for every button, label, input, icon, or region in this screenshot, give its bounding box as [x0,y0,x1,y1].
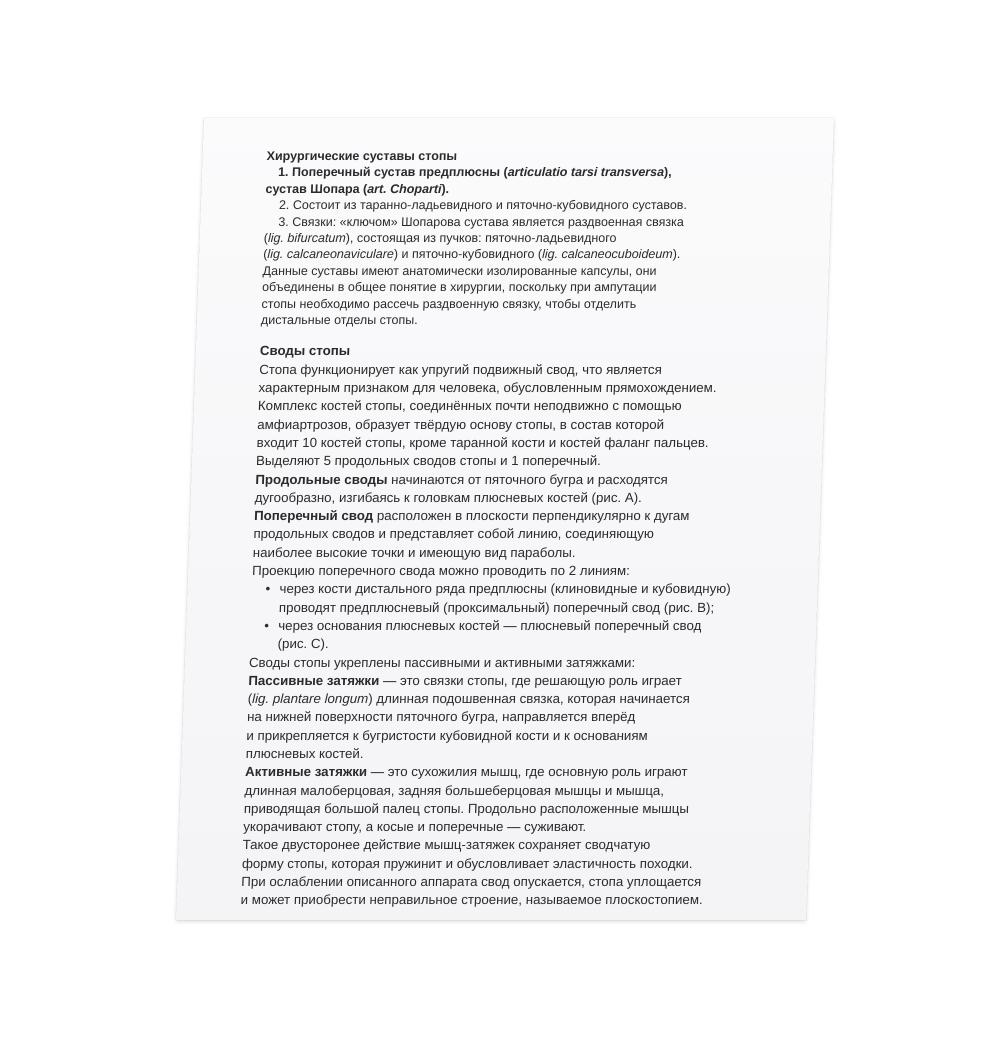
document-text [240,148,812,910]
bullet-dot-icon: • [265,581,271,597]
section-title: Своды стопы [259,343,351,359]
active-ties-line: Такое двусторонее действие мышц-затяжек сохраняет сводчатую [242,837,651,853]
bullet-item-1-cont: проводят предплюсневый (проксимальный) поперечный свод (рис. В); [278,599,715,615]
paragraph-line: стопы необходимо рассечь раздвоенную связку, чтобы отделить [261,296,637,311]
item-3-line-2: (lig. bifurcatum), состоящая из пучков: пяточно-ладьевидного [263,231,617,246]
passive-ties-line-2: (lig. plantare longum) длинная подошвенная связка, которая начинается [247,691,691,707]
active-ties-line-1: Активные затяжки — это сухожилия мышц, где основную роль играют [244,764,688,780]
intro-line: характерным признаком для человека, обусловленным прямохождением. [258,380,717,396]
paragraph-line: объединены в общее понятие в хирургии, поскольку при ампутации [261,280,657,295]
passive-ties-line: и прикрепляется к бугристости кубовидной кости и к основаниям [246,727,649,743]
bullet-item-2-cont: (рис. С). [277,636,329,652]
item-3-line-1: 3. Связки: «ключом» Шопарова сустава является раздвоенная связка [278,214,685,229]
active-ties-line: укорачивают стопу, а косые и поперечные — суживают. [242,819,587,835]
active-ties-line: форму стопы, которая пружинит и обусловливает эластичность походки. [241,855,693,871]
active-ties-line: длинная малоберцовая, задняя большеберцовая мышцы и мышца, [244,782,665,798]
intro-line: Комплекс костей стопы, соединённых почти неподвижно с помощью [257,398,682,414]
intro-line: входит 10 костей стопы, кроме таранной кости и костей фаланг пальцев. [256,434,709,450]
bullet-item-1: • через кости дистального ряда предплюсны (клиновидные и кубовидную) [251,580,797,598]
intro-line: Стопа функционирует как упругий подвижный свод, что является [258,361,663,377]
passive-ties-line-1: Пассивные затяжки — это связки стопы, где решающую роль играет [248,672,683,688]
paragraph-line: Данные суставы имеют анатомически изолированные капсулы, они [262,263,657,278]
strengthening-line: Своды стопы укреплены пассивными и активными затяжками: [248,654,636,670]
intro-line: амфиартрозов, образует твёрдую основу стопы, в состав которой [257,416,665,432]
bullet-dot-icon: • [264,617,270,633]
intro-line: Выделяют 5 продольных сводов стопы и 1 поперечный. [255,453,602,469]
transverse-arch-line: продольных сводов и представляет собой линию, соединяющую [253,526,655,542]
section-surgical-joints [261,148,812,328]
item-3-line-3: (lig. calcaneonaviculare) и пяточно-кубовидного (lig. calcaneocuboideum). [262,247,681,262]
active-ties-line: и может приобрести неправильное строение, называемое плоскостопием. [240,892,703,908]
longitudinal-arches-line-2: дугообразно, изгибаясь к головкам плюсневых костей (рис. А). [254,489,643,505]
active-ties-line: При ослаблении описанного аппарата свод опускается, стопа уплощается [241,874,702,890]
section-title: Хирургические суставы стопы [266,149,458,163]
active-ties-line: приводящая большой палец стопы. Продольно расположенные мышцы [243,800,690,816]
passive-ties-line: плюсневых костей. [245,746,364,761]
section-foot-arches [240,342,805,909]
longitudinal-arches-line-1: Продольные своды начинаются от пяточного бугра и расходятся [255,471,669,487]
transverse-arch-line: наиболее высокие точки и имеющую вид параболы. [252,544,576,560]
item-1-line-2: сустав Шопара (art. Choparti). [265,181,450,196]
passive-ties-line: на нижней поверхности пяточного бугра, направляется вперёд [246,709,636,725]
transverse-arch-line-1: Поперечный свод расположен в плоскости перпендикулярно к дугам [253,508,690,524]
paper-sheet [176,118,834,920]
paragraph-line: дистальные отделы стопы. [260,313,418,328]
item-2: 2. Состоит из таранно-ладьевидного и пяточно-кубовидного суставов. [278,198,688,213]
bullet-item-2: • через основания плюсневых костей — плюсневый поперечный свод [250,617,796,635]
item-1-line-1: 1. Поперечный сустав предплюсны (articulatio tarsi transversa), [277,165,672,180]
projection-line: Проекцию поперечного свода можно проводить по 2 линиям: [251,563,631,579]
